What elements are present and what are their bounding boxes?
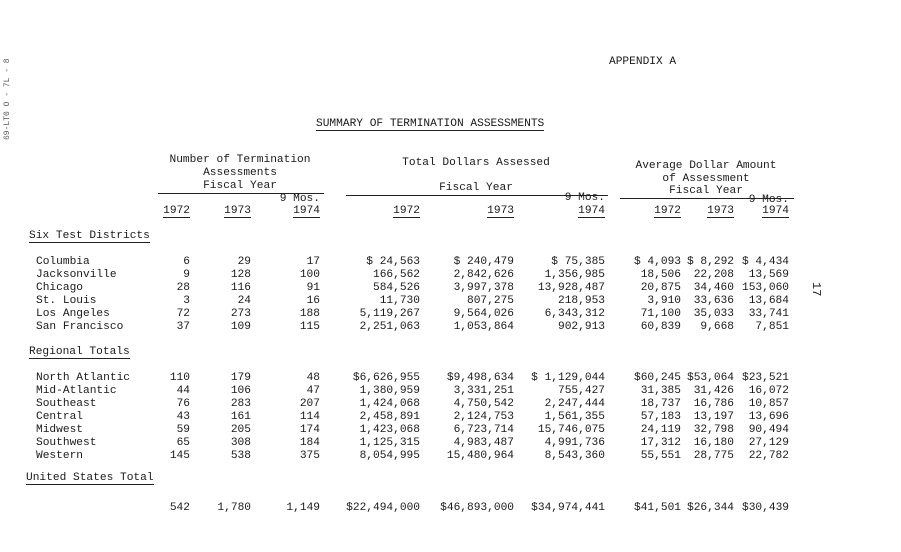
average-header-line-1: Average Dollar Amount [635, 160, 777, 172]
cell-n72: 3 [183, 295, 190, 307]
cell-n73: 128 [230, 269, 251, 281]
cell-a73: 28,775 [693, 450, 734, 462]
cell-d74: $ 75,385 [551, 256, 605, 268]
cell-d73: 15,480,964 [446, 450, 514, 462]
row-label: St. Louis [36, 295, 97, 307]
cell-d74: 4,991,736 [544, 437, 605, 449]
cell-d73: $9,498,634 [446, 372, 514, 384]
cell-d72: 2,458,891 [359, 411, 420, 423]
cell-a74: $ 4,434 [742, 256, 789, 268]
cell-d74: 1,356,985 [544, 269, 605, 281]
total-d73: $46,893,000 [440, 502, 514, 514]
cell-a72: 18,737 [640, 398, 681, 410]
cell-n73: 24 [237, 295, 251, 307]
cell-a72: 20,875 [640, 282, 681, 294]
cell-n72: 76 [176, 398, 190, 410]
cell-d72: 1,423,068 [359, 424, 420, 436]
row-label: Mid-Atlantic [36, 385, 117, 397]
cell-a74: $23,521 [742, 372, 789, 384]
cell-d74: 6,343,312 [544, 308, 605, 320]
year-header-a72: 1972 [654, 205, 681, 217]
cell-a73: 22,208 [693, 269, 734, 281]
row-label: Southeast [36, 398, 97, 410]
total-d72: $22,494,000 [346, 502, 420, 514]
average-header-line-3: Fiscal Year [669, 185, 743, 197]
cell-n72: 28 [176, 282, 190, 294]
cell-a72: $ 4,093 [634, 256, 681, 268]
year-header-n74: 1974 [293, 205, 320, 217]
cell-a72: 24,119 [640, 424, 681, 436]
cell-n72: 65 [176, 437, 190, 449]
cell-a74: 13,684 [748, 295, 789, 307]
cell-n74: 100 [299, 269, 320, 281]
cell-a74: 13,569 [748, 269, 789, 281]
cell-d72: 1,424,068 [359, 398, 420, 410]
cell-n72: 110 [169, 372, 190, 384]
cell-d74: 1,561,355 [544, 411, 605, 423]
nine-mos-header-n74: 9 Mos. [279, 193, 320, 205]
year-header-n73: 1973 [224, 205, 251, 217]
cell-n72: 44 [176, 385, 190, 397]
total-a72: $41,501 [634, 502, 681, 514]
cell-n73: 538 [230, 450, 251, 462]
cell-d74: 15,746,075 [537, 424, 605, 436]
cell-n73: 29 [237, 256, 251, 268]
cell-d74: 8,543,360 [544, 450, 605, 462]
cell-d73: $ 240,479 [453, 256, 514, 268]
row-label: Southwest [36, 437, 97, 449]
cell-a74: 16,072 [748, 385, 789, 397]
cell-a73: $ 8,292 [687, 256, 734, 268]
cell-n74: 114 [299, 411, 320, 423]
cell-d74: 218,953 [558, 295, 605, 307]
cell-n73: 308 [230, 437, 251, 449]
cell-a73: 31,426 [693, 385, 734, 397]
cell-a74: 10,857 [748, 398, 789, 410]
cell-d72: 1,380,959 [359, 385, 420, 397]
cell-a73: 16,786 [693, 398, 734, 410]
page-number: 17 [809, 282, 823, 297]
row-label: Jacksonville [36, 269, 117, 281]
cell-a74: 27,129 [748, 437, 789, 449]
cell-a73: 13,197 [693, 411, 734, 423]
cell-a74: 153,060 [742, 282, 789, 294]
cell-a72: 71,100 [640, 308, 681, 320]
row-label: Los Angeles [36, 308, 110, 320]
cell-a73: 32,798 [693, 424, 734, 436]
dollars-header-line-2: Fiscal Year [439, 182, 513, 194]
cell-n74: 48 [306, 372, 320, 384]
total-title: United States Total [26, 472, 154, 484]
section-title: Six Test Districts [29, 230, 150, 242]
cell-a73: 34,460 [693, 282, 734, 294]
appendix-label: APPENDIX A [609, 56, 677, 68]
year-header-d74: 1974 [578, 205, 605, 217]
cell-a74: 90,494 [748, 424, 789, 436]
cell-a72: 60,839 [640, 321, 681, 333]
row-label: Western [36, 450, 83, 462]
row-label: Chicago [36, 282, 83, 294]
total-n73: 1,780 [217, 502, 251, 514]
cell-a73: 35,033 [693, 308, 734, 320]
cell-n73: 273 [230, 308, 251, 320]
cell-n74: 16 [306, 295, 320, 307]
cell-a73: $53,064 [687, 372, 734, 384]
cell-d74: 13,928,487 [537, 282, 605, 294]
total-d74: $34,974,441 [531, 502, 605, 514]
nine-mos-header-d74: 9 Mos. [564, 192, 605, 204]
row-label: North Atlantic [36, 372, 130, 384]
total-n74: 1,149 [286, 502, 320, 514]
cell-d72: 584,526 [373, 282, 420, 294]
cell-n73: 161 [230, 411, 251, 423]
year-header-n72: 1972 [163, 205, 190, 217]
cell-n73: 205 [230, 424, 251, 436]
total-n72: 542 [169, 502, 190, 514]
cell-a72: 57,183 [640, 411, 681, 423]
number-header-line-2: Assessments [203, 167, 277, 179]
cell-a74: 13,696 [748, 411, 789, 423]
cell-d74: 902,913 [558, 321, 605, 333]
cell-d72: 8,054,995 [359, 450, 420, 462]
cell-n72: 37 [176, 321, 190, 333]
number-header-line-1: Number of Termination [169, 154, 311, 166]
cell-a74: 22,782 [748, 450, 789, 462]
cell-a73: 9,668 [700, 321, 734, 333]
dollars-header-line-1: Total Dollars Assessed [402, 157, 550, 169]
cell-n73: 283 [230, 398, 251, 410]
cell-n74: 17 [306, 256, 320, 268]
cell-d74: 755,427 [558, 385, 605, 397]
cell-d73: 3,331,251 [453, 385, 514, 397]
cell-n74: 188 [299, 308, 320, 320]
cell-d74: 2,247,444 [544, 398, 605, 410]
row-label: Columbia [36, 256, 90, 268]
cell-a72: $60,245 [634, 372, 681, 384]
cell-a72: 3,910 [647, 295, 681, 307]
nine-mos-header-a74: 9 Mos. [748, 194, 789, 206]
cell-d73: 4,750,542 [453, 398, 514, 410]
cell-n74: 174 [299, 424, 320, 436]
cell-d72: 166,562 [373, 269, 420, 281]
cell-d74: $ 1,129,044 [531, 372, 605, 384]
cell-d73: 2,124,753 [453, 411, 514, 423]
cell-a74: 7,851 [755, 321, 789, 333]
cell-d72: 5,119,267 [359, 308, 420, 320]
year-header-d73: 1973 [487, 205, 514, 217]
cell-n72: 72 [176, 308, 190, 320]
cell-n74: 207 [299, 398, 320, 410]
cell-d73: 6,723,714 [453, 424, 514, 436]
cell-n72: 145 [169, 450, 190, 462]
cell-d73: 4,983,487 [453, 437, 514, 449]
row-label: Midwest [36, 424, 83, 436]
row-label: San Francisco [36, 321, 124, 333]
cell-d72: $ 24,563 [366, 256, 420, 268]
cell-a72: 17,312 [640, 437, 681, 449]
row-label: Central [36, 411, 83, 423]
cell-a72: 31,385 [640, 385, 681, 397]
cell-a72: 18,506 [640, 269, 681, 281]
average-header-line-2: of Assessment [662, 173, 750, 185]
cell-n74: 184 [299, 437, 320, 449]
cell-d72: 1,125,315 [359, 437, 420, 449]
cell-d72: 11,730 [379, 295, 420, 307]
cell-d72: 2,251,063 [359, 321, 420, 333]
cell-n73: 106 [230, 385, 251, 397]
cell-d73: 1,053,864 [453, 321, 514, 333]
cell-n73: 116 [230, 282, 251, 294]
year-header-a73: 1973 [707, 205, 734, 217]
cell-a72: 55,551 [640, 450, 681, 462]
cell-n72: 6 [183, 256, 190, 268]
cell-n72: 43 [176, 411, 190, 423]
total-a73: $26,344 [687, 502, 734, 514]
cell-d73: 9,564,026 [453, 308, 514, 320]
cell-n73: 179 [230, 372, 251, 384]
cell-d73: 807,275 [467, 295, 514, 307]
cell-n74: 115 [299, 321, 320, 333]
year-header-a74: 1974 [762, 205, 789, 217]
cell-d72: $6,626,955 [352, 372, 420, 384]
cell-a73: 33,636 [693, 295, 734, 307]
number-header-line-3: Fiscal Year [203, 180, 277, 192]
cell-n74: 375 [299, 450, 320, 462]
cell-a74: 33,741 [748, 308, 789, 320]
cell-a73: 16,180 [693, 437, 734, 449]
cell-n74: 91 [306, 282, 320, 294]
section-title: Regional Totals [29, 346, 130, 358]
margin-code: 69-LT0 O - 7L - 8 [3, 58, 12, 140]
year-header-d72: 1972 [393, 205, 420, 217]
page-title: SUMMARY OF TERMINATION ASSESSMENTS [316, 118, 545, 130]
cell-d73: 2,842,626 [453, 269, 514, 281]
cell-n72: 59 [176, 424, 190, 436]
cell-n73: 109 [230, 321, 251, 333]
cell-n72: 9 [183, 269, 190, 281]
cell-n74: 47 [306, 385, 320, 397]
total-a74: $30,439 [742, 502, 789, 514]
cell-d73: 3,997,378 [453, 282, 514, 294]
